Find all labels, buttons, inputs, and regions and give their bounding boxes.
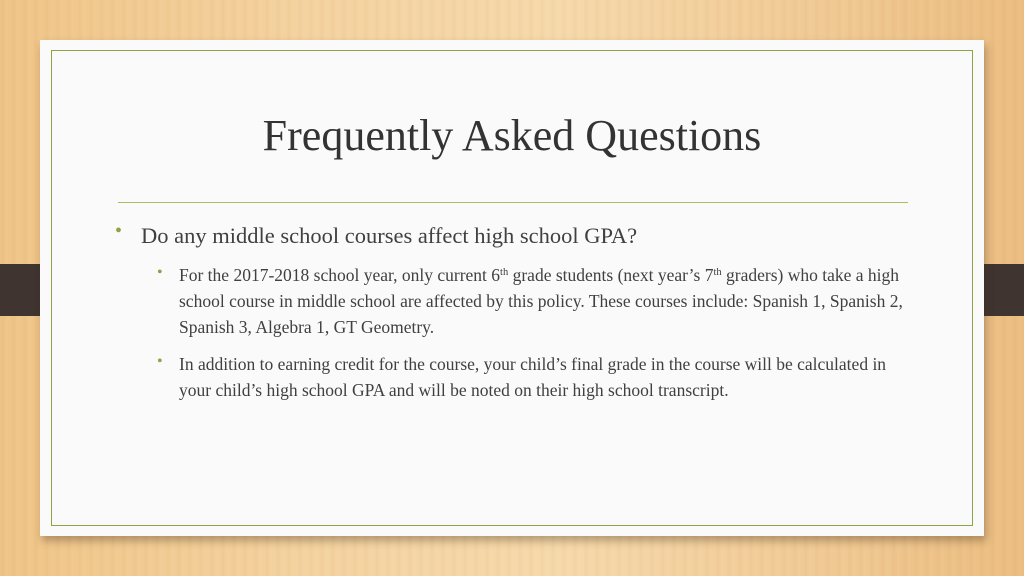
bullet-icon: • [157,353,163,370]
answer1-text-part3: graders) who take a high school course in middle school are affected by this policy. These courses include: Spanish 1, Spanish 2, Spanish 3, Algebra 1, GT Geometry. [179,265,903,337]
bullet-icon: • [115,220,123,242]
answer-item-2 [157,351,921,403]
answer1-superscript-2: th [713,267,722,278]
answer1-text-part2: grade students (next year’s 7 [508,265,714,285]
slide-content [40,40,984,536]
question-item [115,220,921,249]
bullet-icon: • [157,264,163,281]
answer1-superscript-1: th [500,267,509,278]
answer1-text-part1: For the 2017-2018 school year, only current 6 [179,265,501,285]
answer-item-1 [157,262,921,340]
slide-title: Frequently Asked Questions [262,111,762,160]
answer2-text: In addition to earning credit for the course, your child’s final grade in the course will be calculated in your child’s high school GPA and will be noted on their high school transcript. [179,354,887,400]
question-text: Do any middle school courses affect high school GPA? [141,223,638,248]
slide-paper [40,40,984,536]
